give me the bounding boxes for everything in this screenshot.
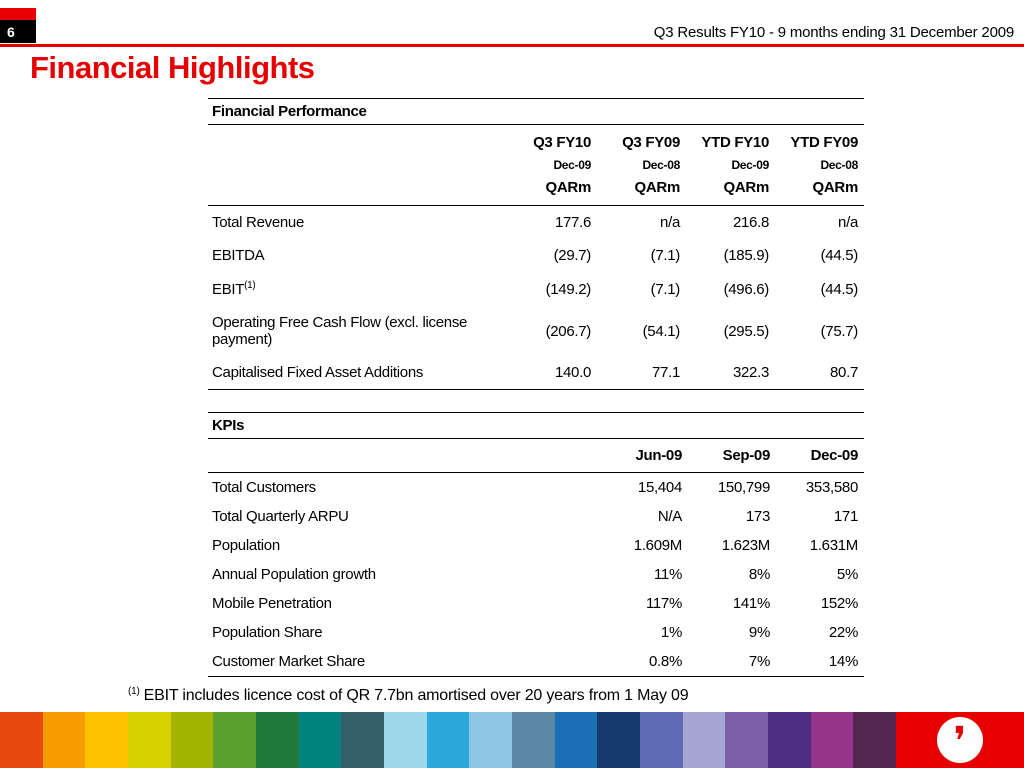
color-block: [171, 712, 214, 768]
color-block: [427, 712, 470, 768]
color-block: [85, 712, 128, 768]
cell: (29.7): [553, 247, 591, 264]
color-block: [597, 712, 640, 768]
slide-title: Financial Highlights: [30, 50, 315, 85]
cell: 152%: [820, 595, 858, 612]
footnote-marker: (1): [128, 686, 140, 697]
footer-strip: [0, 712, 1024, 768]
cell: n/a: [660, 214, 680, 231]
page-number: 6: [0, 20, 36, 43]
table-row: [208, 206, 864, 240]
column-subheader: Dec-09: [553, 158, 591, 172]
color-block: [384, 712, 427, 768]
cell: (44.5): [820, 280, 858, 298]
color-block: [512, 712, 555, 768]
cell: 11%: [653, 566, 682, 583]
color-block: [725, 712, 768, 768]
column-header: Sep-09: [722, 447, 770, 464]
row-label: Annual Population growth: [212, 566, 376, 583]
table-row: [208, 239, 864, 272]
cell: 8%: [748, 566, 770, 583]
color-block: [299, 712, 342, 768]
cell: 15,404: [637, 479, 682, 496]
color-block: [43, 712, 86, 768]
footnote-ref: (1): [244, 280, 256, 291]
column-header: Q3 FY10: [533, 134, 591, 151]
row-label: Total Quarterly ARPU: [212, 508, 349, 525]
color-block: [768, 712, 811, 768]
row-label: Total Customers: [212, 479, 316, 496]
color-block: [469, 712, 512, 768]
cell: 150,799: [717, 479, 770, 496]
column-unit: QARm: [723, 179, 769, 196]
cell: 5%: [836, 566, 858, 583]
column-unit-row: [208, 172, 864, 206]
row-label: Total Revenue: [212, 214, 304, 231]
cell: (75.7): [820, 322, 858, 340]
cell: 22%: [828, 624, 858, 641]
column-group-row: [208, 125, 864, 151]
column-subheader: Dec-08: [820, 158, 858, 172]
column-header: Dec-09: [810, 447, 858, 464]
cell: 1.609M: [633, 537, 682, 554]
table-row: [208, 306, 864, 356]
color-block: [853, 712, 896, 768]
color-block: [213, 712, 256, 768]
slide-content: [208, 98, 864, 677]
cell: 77.1: [652, 364, 680, 381]
speechmark-icon: ❜: [953, 720, 967, 764]
cell: 1%: [660, 624, 682, 641]
cell: 140.0: [554, 364, 591, 381]
column-header: YTD FY09: [790, 134, 858, 151]
cell: (7.1): [650, 280, 680, 298]
color-block: [128, 712, 171, 768]
column-unit: QARm: [634, 179, 680, 196]
column-sub-row: [208, 151, 864, 172]
column-header: YTD FY10: [701, 134, 769, 151]
cell: 216.8: [732, 214, 769, 231]
color-block: [640, 712, 683, 768]
cell: N/A: [657, 508, 682, 525]
cell: 173: [745, 508, 770, 525]
cell: 141%: [732, 595, 770, 612]
column-unit: QARm: [545, 179, 591, 196]
vodafone-logo: [937, 717, 983, 763]
table-row: [208, 502, 864, 531]
column-header: Jun-09: [635, 447, 682, 464]
cell: 80.7: [830, 364, 858, 381]
column-unit: QARm: [812, 179, 858, 196]
row-label: Customer Market Share: [212, 653, 365, 670]
row-label: Capitalised Fixed Asset Additions: [212, 364, 424, 381]
color-block: [683, 712, 726, 768]
cell: (7.1): [650, 247, 680, 264]
cell: 0.8%: [649, 653, 682, 670]
header-meta: Q3 Results FY10 - 9 months ending 31 December 2009: [653, 24, 1014, 41]
vodafone-logo-block: [896, 712, 1024, 768]
header-rule: [0, 44, 1024, 47]
column-subheader: Dec-08: [642, 158, 680, 172]
cell: (295.5): [723, 322, 769, 340]
color-block: [341, 712, 384, 768]
cell: 14%: [828, 653, 858, 670]
table-row: [208, 473, 864, 503]
table-row: [208, 531, 864, 560]
column-subheader: Dec-09: [731, 158, 769, 172]
cell: 353,580: [805, 479, 858, 496]
cell: 9%: [748, 624, 770, 641]
cell: 117%: [645, 595, 682, 612]
column-header: Q3 FY09: [622, 134, 680, 151]
cell: (185.9): [723, 247, 769, 264]
footer-color-strip: [0, 712, 896, 768]
table-row: [208, 589, 864, 618]
column-header-row: [208, 439, 864, 473]
cell: 177.6: [554, 214, 591, 231]
kpi-section-title: KPIs: [208, 412, 864, 439]
cell: (149.2): [545, 280, 591, 298]
table-row: [208, 560, 864, 589]
cell: 7%: [748, 653, 770, 670]
footnote: [128, 686, 688, 705]
row-label: Population: [212, 537, 280, 554]
red-accent-tab: [0, 8, 36, 20]
table-row: [208, 618, 864, 647]
financial-performance-section-title: Financial Performance: [208, 98, 864, 125]
cell: 1.631M: [809, 537, 858, 554]
color-block: [555, 712, 598, 768]
row-label: EBITDA: [212, 247, 265, 264]
row-label: Mobile Penetration: [212, 595, 332, 612]
cell: (54.1): [642, 322, 680, 340]
color-block: [256, 712, 299, 768]
cell: 322.3: [732, 364, 769, 381]
cell: (44.5): [820, 247, 858, 264]
cell: (496.6): [723, 280, 769, 298]
row-label: Population Share: [212, 624, 323, 641]
footnote-text: EBIT includes licence cost of QR 7.7bn amortised over 20 years from 1 May 09: [143, 687, 689, 705]
cell: 171: [833, 508, 858, 525]
kpi-table: [208, 439, 864, 677]
financial-performance-table: [208, 125, 864, 390]
color-block: [811, 712, 854, 768]
row-label: Operating Free Cash Flow (excl. license payment): [212, 314, 468, 348]
table-row: [208, 272, 864, 306]
cell: 1.623M: [721, 537, 770, 554]
cell: (206.7): [545, 322, 591, 340]
table-row: [208, 647, 864, 677]
table-row: [208, 356, 864, 390]
row-label: EBIT$^{(1)}$: [212, 280, 256, 298]
cell: n/a: [838, 214, 858, 231]
color-block: [0, 712, 43, 768]
